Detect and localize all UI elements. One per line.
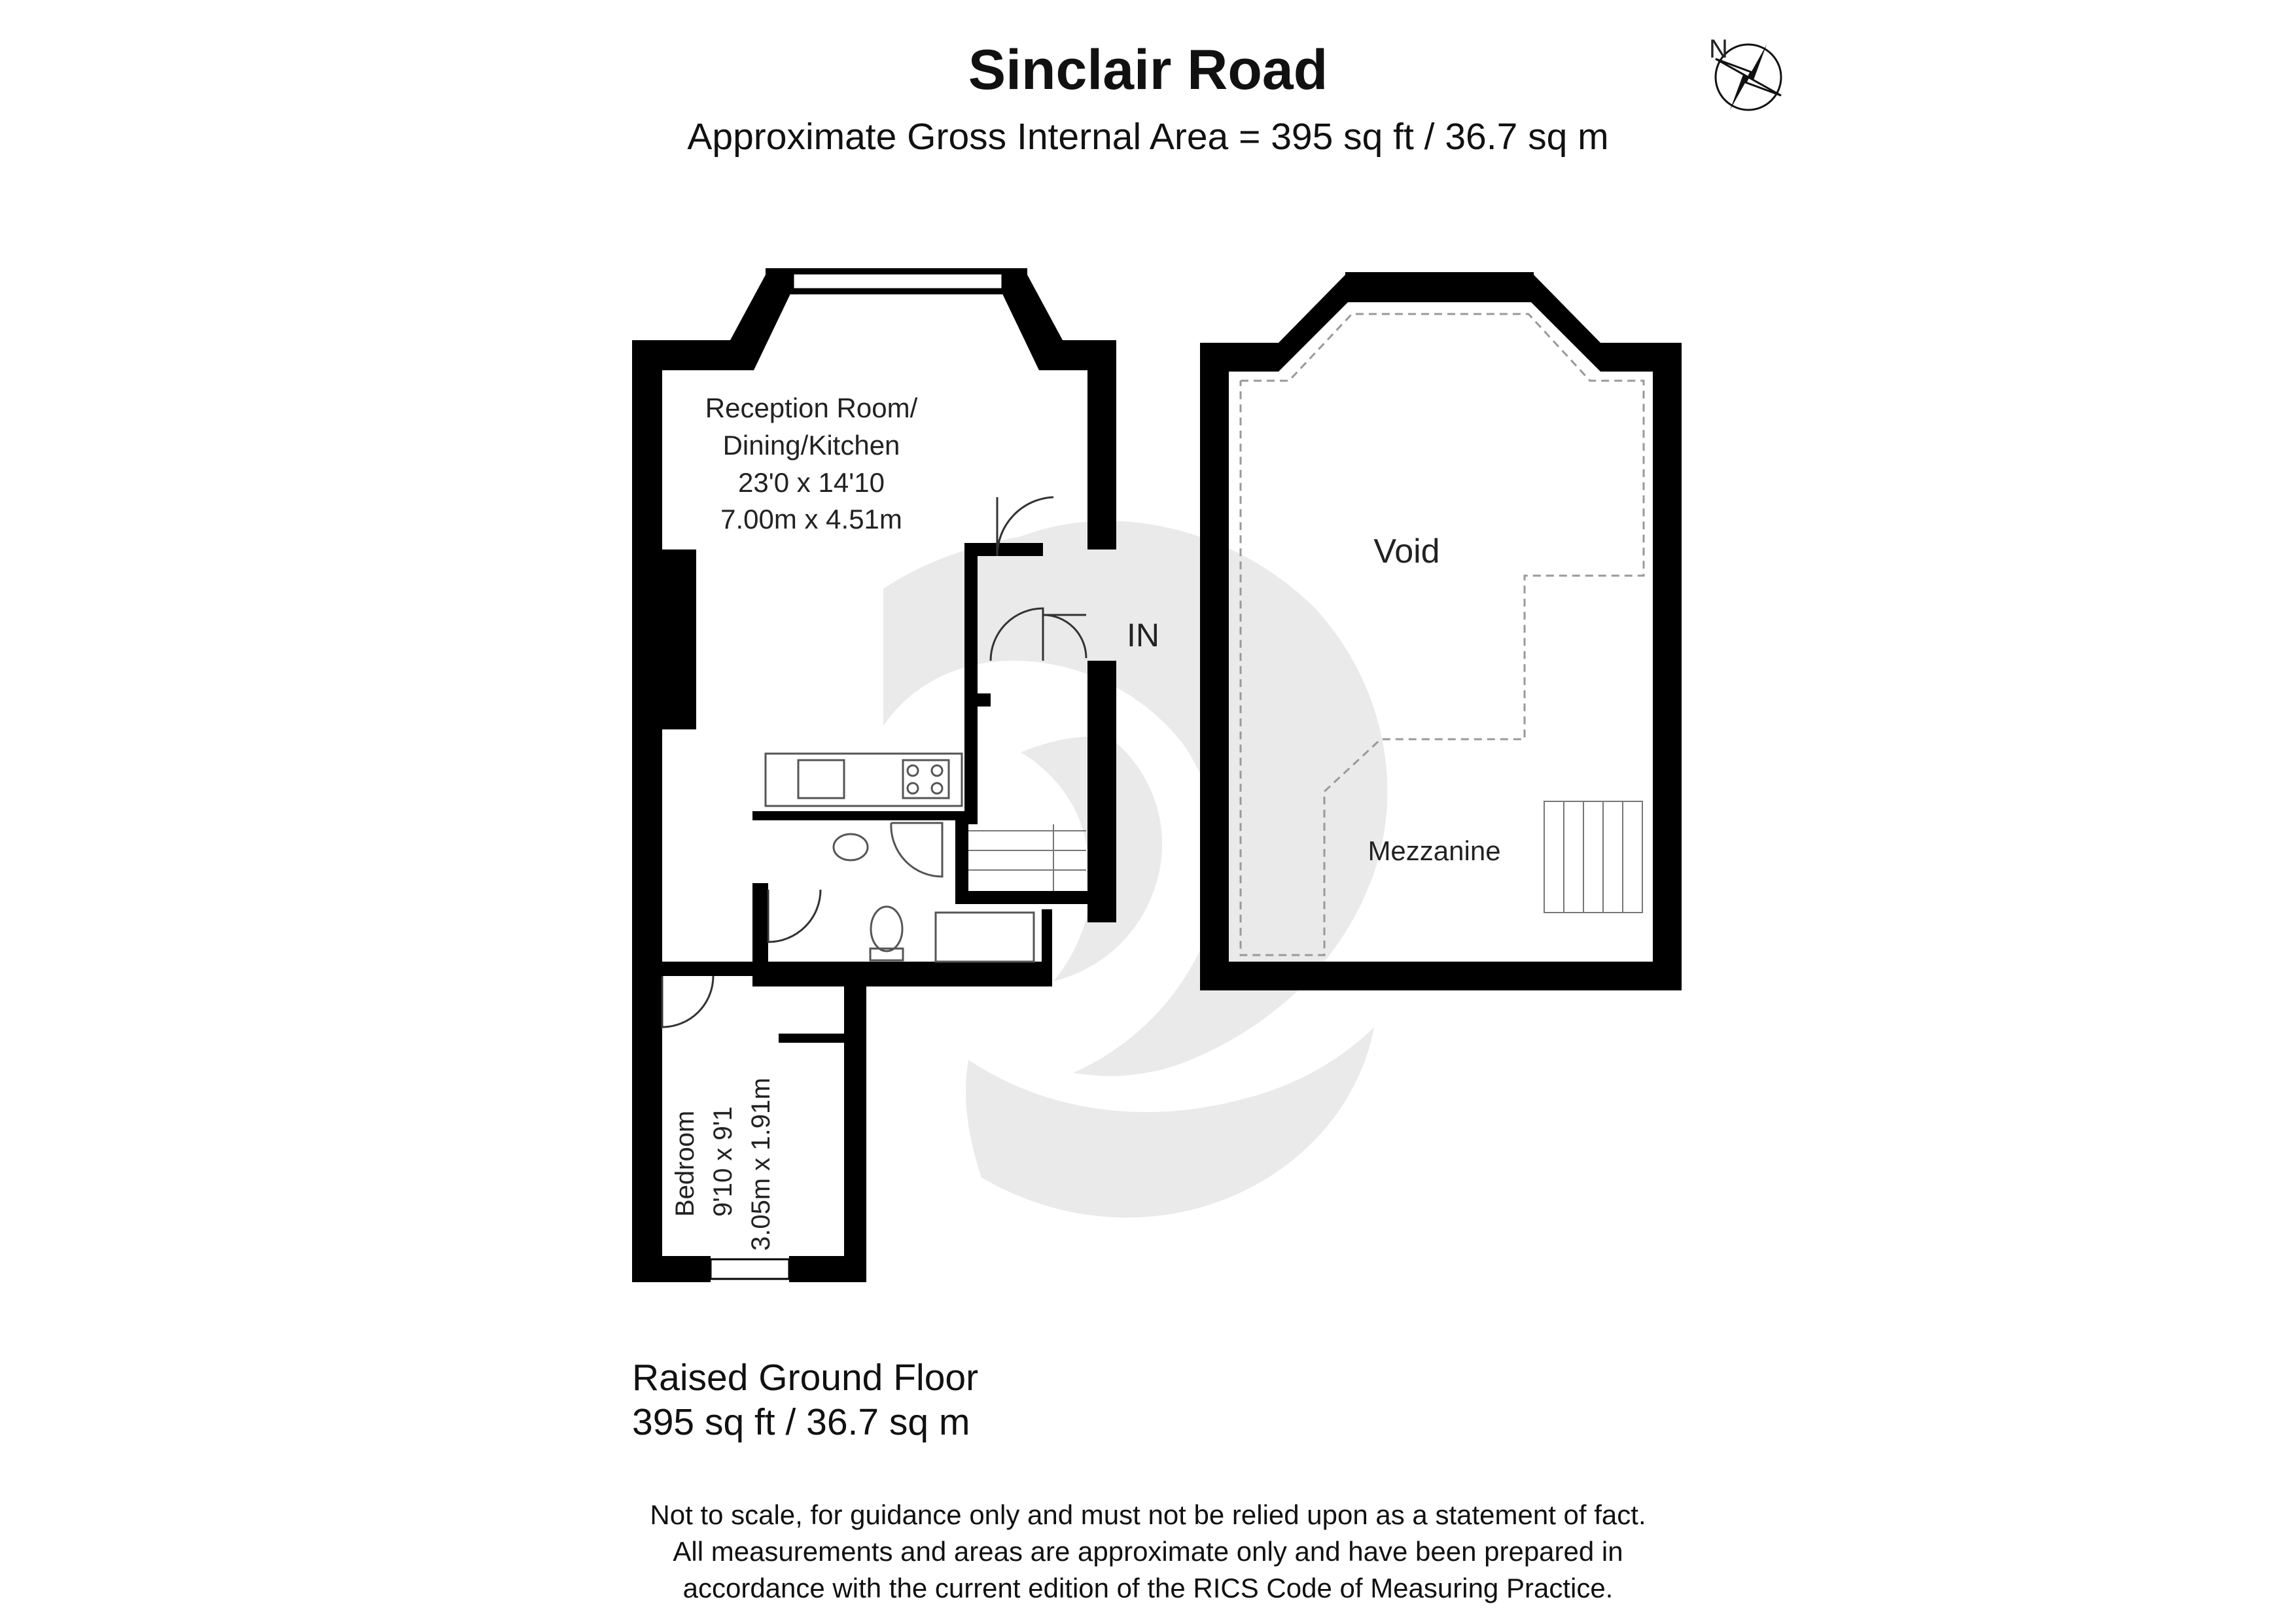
disclaimer-line-3: accordance with the current edition of the RICS Code of Measuring Practice. xyxy=(682,1573,1614,1603)
bedroom-imperial-dimensions: 9'10 x 9'1 xyxy=(709,1106,737,1217)
floor-area: 395 sq ft / 36.7 sq m xyxy=(632,1401,970,1443)
floor-summary xyxy=(632,1355,978,1444)
bedroom-name: Bedroom xyxy=(671,1110,699,1217)
disclaimer-line-2: All measurements and areas are approximate only and have been prepared in xyxy=(673,1536,1623,1567)
stair-lines xyxy=(968,824,1086,891)
north-label: N xyxy=(1709,35,1728,63)
kitchen-units xyxy=(766,754,962,806)
disclaimer xyxy=(0,1497,2296,1607)
gross-area-subtitle: Approximate Gross Internal Area = 395 sq ft / 36.7 sq m xyxy=(687,116,1609,158)
void-label: Void xyxy=(1373,532,1440,570)
bedroom-metric-dimensions: 3.05m x 1.91m xyxy=(747,1077,775,1251)
disclaimer-line-1: Not to scale, for guidance only and must not be relied upon as a statement of fact. xyxy=(650,1499,1646,1530)
reception-metric-dimensions: 7.00m x 4.51m xyxy=(720,504,902,534)
mezzanine-label: Mezzanine xyxy=(1368,835,1501,866)
plan-title: Sinclair Road xyxy=(968,39,1328,101)
mezzanine-stairs xyxy=(1544,801,1642,913)
reception-name-line1: Reception Room/ xyxy=(705,393,918,423)
reception-name-line2: Dining/Kitchen xyxy=(722,430,900,461)
floor-name: Raised Ground Floor xyxy=(632,1357,979,1399)
entrance-label: IN xyxy=(1127,617,1159,654)
reception-imperial-dimensions: 23'0 x 14'10 xyxy=(738,467,885,498)
